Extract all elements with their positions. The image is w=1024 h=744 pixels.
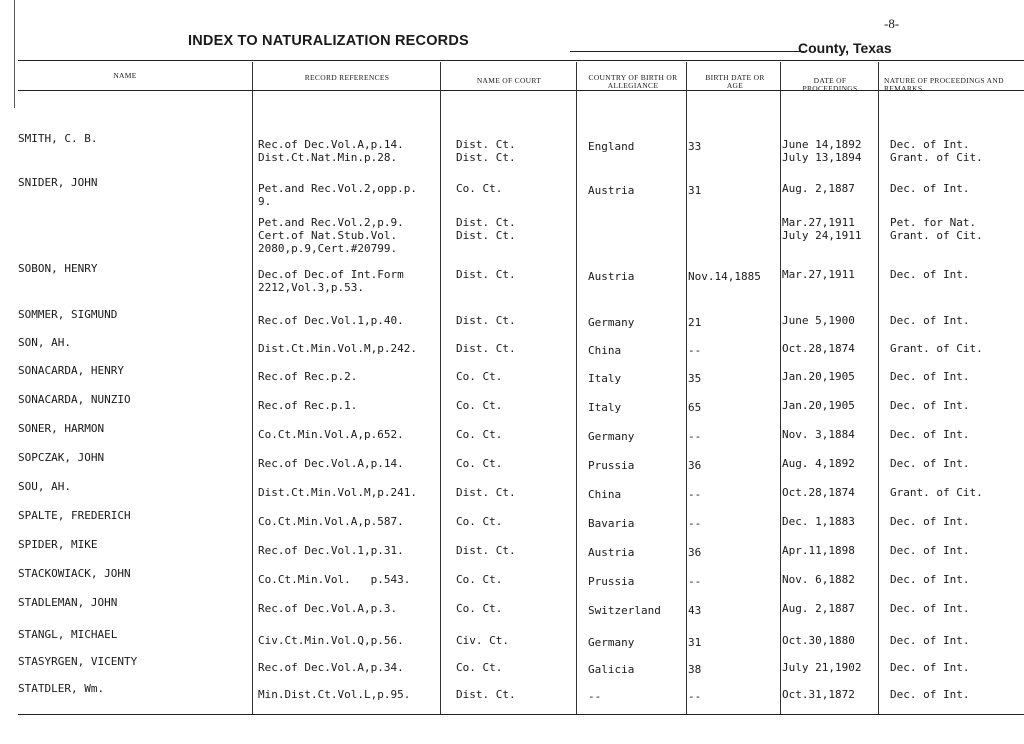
cell-court: Dist. Ct.	[456, 268, 516, 281]
cell-name: STADLEMAN, JOHN	[18, 596, 118, 609]
cell-court: Co. Ct.	[456, 457, 503, 470]
cell-nature: Dec. of Int.	[890, 182, 970, 195]
cell-record-reference: Rec.of Dec.Vol.A,p.34.	[258, 661, 404, 674]
cell-record-reference: Pet.and Rec.Vol.2,p.9. Cert.of Nat.Stub.Vol. 2080,p.9,Cert.#20799.	[258, 216, 404, 255]
cell-country: --	[588, 690, 602, 703]
cell-date: June 5,1900	[782, 314, 855, 327]
cell-record-reference: Civ.Ct.Min.Vol.Q,p.56.	[258, 634, 404, 647]
cell-birth: 33	[688, 140, 702, 153]
cell-date: Aug. 4,1892	[782, 457, 855, 470]
header-name: NAME	[113, 71, 137, 80]
cell-court: Dist. Ct.	[456, 544, 516, 557]
cell-country: Austria	[588, 184, 635, 197]
cell-birth: 65	[688, 401, 702, 414]
cell-country: Italy	[588, 401, 622, 414]
cell-birth: --	[688, 430, 702, 443]
cell-date: Oct.30,1880	[782, 634, 855, 647]
cell-date: Mar.27,1911 July 24,1911	[782, 216, 862, 242]
cell-court: Co. Ct.	[456, 182, 503, 195]
col-divider-court	[440, 62, 441, 714]
cell-record-reference: Co.Ct.Min.Vol.A,p.587.	[258, 515, 404, 528]
cell-record-reference: Min.Dist.Ct.Vol.L,p.95.	[258, 688, 411, 701]
cell-record-reference: Rec.of Rec.p.1.	[258, 399, 358, 412]
cell-court: Dist. Ct.	[456, 342, 516, 355]
cell-court: Co. Ct.	[456, 515, 503, 528]
cell-birth: --	[688, 488, 702, 501]
cell-date: Apr.11,1898	[782, 544, 855, 557]
cell-record-reference: Rec.of Rec.p.2.	[258, 370, 358, 383]
col-divider-nature	[878, 62, 879, 714]
cell-nature: Dec. of Int.	[890, 602, 970, 615]
cell-nature: Dec. of Int.	[890, 515, 970, 528]
cell-court: Dist. Ct.	[456, 314, 516, 327]
cell-nature: Dec. of Int.	[890, 661, 970, 674]
cell-nature: Dec. of Int.	[890, 457, 970, 470]
col-divider-country	[576, 62, 577, 714]
cell-date: July 21,1902	[782, 661, 862, 674]
cell-record-reference: Rec.of Dec.Vol.1,p.31.	[258, 544, 404, 557]
cell-birth: 35	[688, 372, 702, 385]
cell-birth: --	[688, 690, 702, 703]
cell-nature: Dec. of Int.	[890, 544, 970, 557]
cell-court: Co. Ct.	[456, 573, 503, 586]
header-birth-date: BIRTH DATE OR AGE	[705, 73, 765, 90]
cell-record-reference: Pet.and Rec.Vol.2,opp.p. 9.	[258, 182, 417, 208]
cell-country: Germany	[588, 430, 635, 443]
header-bottom-rule	[18, 90, 1024, 91]
cell-name: SONACARDA, NUNZIO	[18, 393, 131, 406]
cell-nature: Grant. of Cit.	[890, 486, 983, 499]
cell-birth: 43	[688, 604, 702, 617]
cell-nature: Dec. of Int.	[890, 634, 970, 647]
cell-name: SOU, AH.	[18, 480, 71, 493]
cell-court: Dist. Ct.	[456, 486, 516, 499]
cell-date: June 14,1892 July 13,1894	[782, 138, 862, 164]
cell-court: Dist. Ct. Dist. Ct.	[456, 138, 516, 164]
cell-record-reference: Dist.Ct.Min.Vol.M,p.241.	[258, 486, 417, 499]
cell-date: Oct.31,1872	[782, 688, 855, 701]
left-edge-line	[14, 0, 15, 108]
cell-date: Aug. 2,1887	[782, 602, 855, 615]
cell-country: Germany	[588, 316, 635, 329]
cell-country: Italy	[588, 372, 622, 385]
cell-court: Co. Ct.	[456, 370, 503, 383]
cell-date: Mar.27,1911	[782, 268, 855, 281]
cell-birth: --	[688, 344, 702, 357]
cell-nature: Dec. of Int.	[890, 428, 970, 441]
cell-country: Prussia	[588, 575, 635, 588]
cell-nature: Dec. of Int. Grant. of Cit.	[890, 138, 983, 164]
cell-date: Jan.20,1905	[782, 399, 855, 412]
cell-name: SOBON, HENRY	[18, 262, 98, 275]
cell-record-reference: Dist.Ct.Min.Vol.M,p.242.	[258, 342, 417, 355]
cell-birth: 36	[688, 459, 702, 472]
cell-record-reference: Co.Ct.Min.Vol. p.543.	[258, 573, 411, 586]
cell-country: Austria	[588, 546, 635, 559]
cell-court: Civ. Ct.	[456, 634, 509, 647]
cell-nature: Pet. for Nat. Grant. of Cit.	[890, 216, 983, 242]
cell-country: Germany	[588, 636, 635, 649]
cell-date: Nov. 6,1882	[782, 573, 855, 586]
cell-country: Bavaria	[588, 517, 635, 530]
cell-name: SNIDER, JOHN	[18, 176, 98, 189]
cell-name: SOMMER, SIGMUND	[18, 308, 118, 321]
cell-nature: Dec. of Int.	[890, 268, 970, 281]
cell-birth: Nov.14,1885	[688, 270, 761, 283]
cell-country: Galicia	[588, 663, 635, 676]
cell-name: SONER, HARMON	[18, 422, 105, 435]
header-country: COUNTRY OF BIRTH OR ALLEGIANCE	[588, 73, 678, 90]
cell-name: SPALTE, FREDERICH	[18, 509, 131, 522]
cell-birth: 31	[688, 636, 702, 649]
cell-nature: Dec. of Int.	[890, 399, 970, 412]
cell-record-reference: Rec.of Dec.Vol.A,p.14. Dist.Ct.Nat.Min.p.28.	[258, 138, 404, 164]
cell-birth: 36	[688, 546, 702, 559]
cell-birth: 38	[688, 663, 702, 676]
cell-date: Nov. 3,1884	[782, 428, 855, 441]
page-title: INDEX TO NATURALIZATION RECORDS	[188, 33, 469, 49]
header-nature: NATURE OF PROCEEDINGS AND REMARKS	[884, 76, 1004, 93]
cell-nature: Dec. of Int.	[890, 573, 970, 586]
cell-name: STATDLER, Wm.	[18, 682, 105, 695]
cell-date: Jan.20,1905	[782, 370, 855, 383]
cell-nature: Grant. of Cit.	[890, 342, 983, 355]
header-name-of-court: NAME OF COURT	[476, 76, 542, 85]
cell-name: SOPCZAK, JOHN	[18, 451, 105, 464]
cell-name: STANGL, MICHAEL	[18, 628, 118, 641]
county-label: County, Texas	[798, 40, 892, 56]
cell-name: SONACARDA, HENRY	[18, 364, 124, 377]
cell-nature: Dec. of Int.	[890, 688, 970, 701]
top-rule	[18, 60, 1024, 61]
cell-date: Oct.28,1874	[782, 342, 855, 355]
cell-country: China	[588, 488, 622, 501]
cell-date: Oct.28,1874	[782, 486, 855, 499]
cell-birth: 21	[688, 316, 702, 329]
cell-court: Co. Ct.	[456, 602, 503, 615]
col-divider-birth	[686, 62, 687, 714]
cell-date: Aug. 2,1887	[782, 182, 855, 195]
cell-record-reference: Dec.of Dec.of Int.Form 2212,Vol.3,p.53.	[258, 268, 404, 294]
cell-court: Co. Ct.	[456, 428, 503, 441]
cell-name: SPIDER, MIKE	[18, 538, 98, 551]
cell-record-reference: Rec.of Dec.Vol.A,p.14.	[258, 457, 404, 470]
page-number: -8-	[884, 16, 900, 31]
cell-nature: Dec. of Int.	[890, 314, 970, 327]
bottom-rule	[18, 714, 1024, 715]
cell-record-reference: Rec.of Dec.Vol.A,p.3.	[258, 602, 398, 615]
cell-birth: --	[688, 517, 702, 530]
cell-name: SON, AH.	[18, 336, 71, 349]
header-record-references: RECORD REFERENCES	[304, 73, 390, 82]
county-blank-field	[570, 37, 804, 52]
cell-court: Dist. Ct. Dist. Ct.	[456, 216, 516, 242]
cell-country: Austria	[588, 270, 635, 283]
cell-nature: Dec. of Int.	[890, 370, 970, 383]
cell-country: Switzerland	[588, 604, 661, 617]
cell-birth: 31	[688, 184, 702, 197]
cell-record-reference: Rec.of Dec.Vol.1,p.40.	[258, 314, 404, 327]
cell-birth: --	[688, 575, 702, 588]
col-divider-ref	[252, 62, 253, 714]
cell-record-reference: Co.Ct.Min.Vol.A,p.652.	[258, 428, 404, 441]
cell-name: STACKOWIACK, JOHN	[18, 567, 131, 580]
cell-court: Dist. Ct.	[456, 688, 516, 701]
col-divider-date	[780, 62, 781, 714]
cell-name: STASYRGEN, VICENTY	[18, 655, 138, 668]
cell-court: Co. Ct.	[456, 399, 503, 412]
cell-country: China	[588, 344, 622, 357]
cell-name: SMITH, C. B.	[18, 132, 98, 145]
cell-country: Prussia	[588, 459, 635, 472]
cell-court: Co. Ct.	[456, 661, 503, 674]
header-date-of-proceedings: DATE OF PROCEEDINGS	[802, 76, 858, 93]
cell-date: Dec. 1,1883	[782, 515, 855, 528]
cell-country: England	[588, 140, 635, 153]
